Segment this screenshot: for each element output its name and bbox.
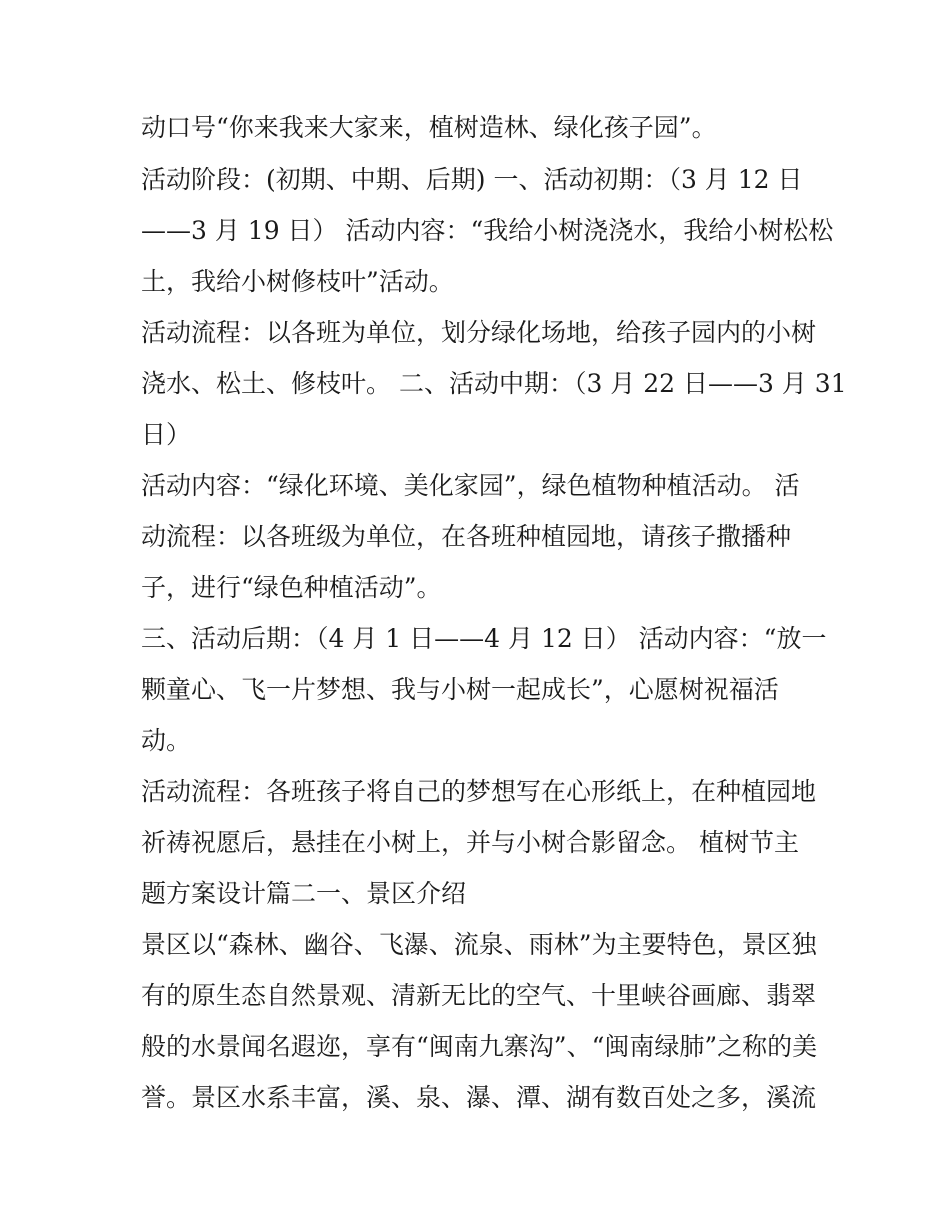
text-line: 子，进行“绿色种植活动”。 xyxy=(141,573,442,602)
text-line: 浇水、松土、修枝叶。 二、活动中期：（3 月 22 日——3 月 31 xyxy=(141,369,847,398)
text-line: 日） xyxy=(141,420,192,449)
text-line: 活动流程：以各班为单位，划分绿化场地，给孩子园内的小树 xyxy=(141,318,817,347)
text-line: 颗童心、飞一片梦想、我与小树一起成长”，心愿树祝福活 xyxy=(141,675,779,704)
text-line: ——3 月 19 日） 活动内容：“我给小树浇浇水，我给小树松松 xyxy=(141,216,834,245)
text-line: 活动阶段：(初期、中期、后期) 一、活动初期：（3 月 12 日 xyxy=(141,165,803,194)
text-line: 誉。景区水系丰富，溪、泉、瀑、潭、湖有数百处之多，溪流 xyxy=(141,1083,817,1112)
text-line: 活动内容：“绿化环境、美化家园”，绿色植物种植活动。 活 xyxy=(141,471,800,500)
text-line: 动。 xyxy=(141,726,192,755)
text-line: 般的水景闻名遐迩，享有“闽南九寨沟”、“闽南绿肺”之称的美 xyxy=(141,1032,818,1061)
text-line: 有的原生态自然景观、清新无比的空气、十里峡谷画廊、翡翠 xyxy=(141,981,817,1010)
text-line: 景区以“森林、幽谷、飞瀑、流泉、雨林”为主要特色，景区独 xyxy=(141,930,817,959)
text-line: 动流程：以各班级为单位，在各班种植园地，请孩子撒播种 xyxy=(141,522,792,551)
text-line: 祈祷祝愿后，悬挂在小树上，并与小树合影留念。 植树节主 xyxy=(141,828,799,857)
text-line: 活动流程：各班孩子将自己的梦想写在心形纸上，在种植园地 xyxy=(141,777,817,806)
text-line: 动口号“你来我来大家来，植树造林、绿化孩子园”。 xyxy=(141,113,717,142)
text-line: 题方案设计篇二一、景区介绍 xyxy=(141,879,467,908)
text-line: 三、活动后期：（4 月 1 日——4 月 12 日） 活动内容：“放一 xyxy=(141,624,827,653)
text-line: 土，我给小树修枝叶”活动。 xyxy=(141,267,454,296)
